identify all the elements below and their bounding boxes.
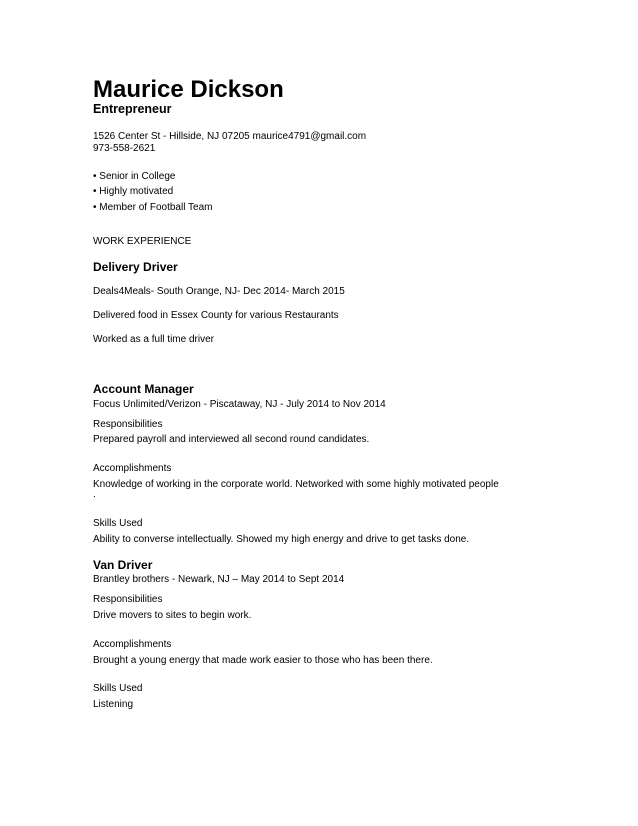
job-company: Deals4Meals- South Orange, NJ- Dec 2014- March 2015 [93,286,345,297]
accomplishments-text-continued: . [93,489,96,500]
resume-title: Entrepreneur [93,102,172,116]
job-title-account-manager: Account Manager [93,382,194,396]
resume-name: Maurice Dickson [93,76,284,103]
accomplishments-text: Brought a young energy that made work easier to those who has been there. [93,655,433,666]
section-heading-work-experience: WORK EXPERIENCE [93,236,192,247]
skills-label: Skills Used [93,683,143,694]
accomplishments-text: Knowledge of working in the corporate world. Networked with some highly motivated people [93,479,499,490]
job-detail: Delivered food in Essex County for various Restaurants [93,310,339,321]
job-company: Brantley brothers - Newark, NJ – May 2014 to Sept 2014 [93,574,345,585]
job-title-delivery-driver: Delivery Driver [93,260,178,274]
accomplishments-label: Accomplishments [93,639,172,650]
responsibilities-label: Responsibilities [93,419,163,430]
contact-line-address-email: 1526 Center St - Hillside, NJ 07205 maurice4791@gmail.com [93,131,367,142]
job-company: Focus Unlimited/Verizon - Piscataway, NJ - July 2014 to Nov 2014 [93,399,386,410]
skills-text: Listening [93,699,134,710]
accomplishments-label: Accomplishments [93,463,172,474]
job-title-van-driver: Van Driver [93,558,153,572]
skills-label: Skills Used [93,518,143,529]
summary-item: • Member of Football Team [93,202,213,213]
job-detail: Worked as a full time driver [93,334,214,345]
contact-line-phone: 973-558-2621 [93,143,156,154]
skills-text: Ability to converse intellectually. Showed my high energy and drive to get tasks done. [93,534,470,545]
responsibilities-label: Responsibilities [93,594,163,605]
responsibilities-text: Prepared payroll and interviewed all second round candidates. [93,434,370,445]
summary-item: • Highly motivated [93,186,174,197]
responsibilities-text: Drive movers to sites to begin work. [93,610,252,621]
summary-item: • Senior in College [93,171,176,182]
